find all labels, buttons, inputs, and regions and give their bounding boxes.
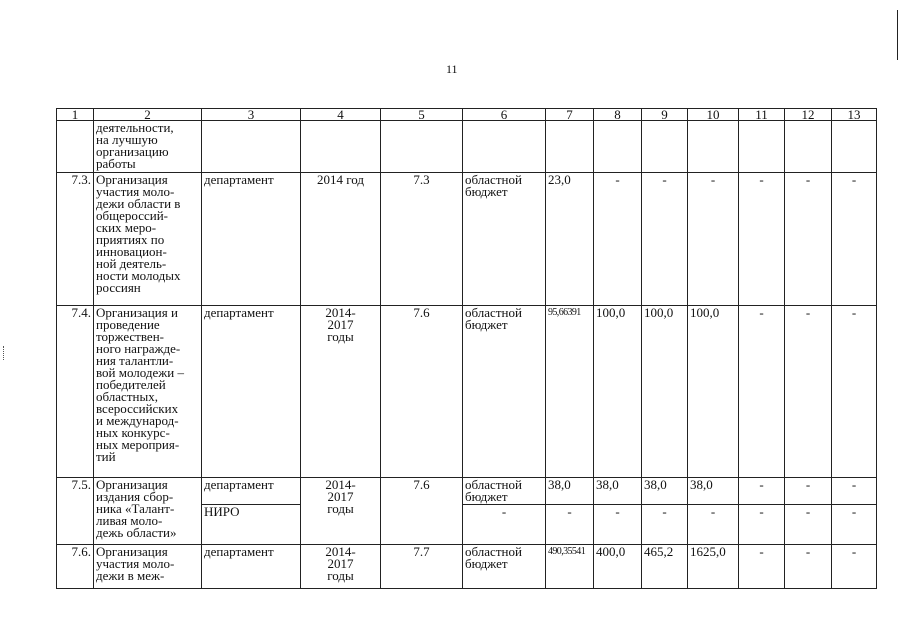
- cell-value: -: [594, 505, 642, 545]
- cell-value: 1625,0: [688, 545, 739, 589]
- cell-value: 38,0: [546, 478, 594, 505]
- col-header: 4: [301, 109, 381, 121]
- cell-value: -: [785, 306, 832, 478]
- cell-executor: департамент: [202, 173, 301, 306]
- table-row: [57, 121, 877, 173]
- cell-value: -: [832, 173, 877, 306]
- cell-indicator: 7.6: [381, 478, 463, 545]
- cell-period: [301, 121, 381, 173]
- cell-value: -: [546, 505, 594, 545]
- cell-period: 2014- 2017 годы: [301, 306, 381, 478]
- cell-source: областной бюджет: [463, 478, 546, 505]
- cell-value: -: [739, 478, 785, 505]
- cell-value: [546, 121, 594, 173]
- cell-indicator: [381, 121, 463, 173]
- cell-value: 100,0: [642, 306, 688, 478]
- col-header: 10: [688, 109, 739, 121]
- col-header: 8: [594, 109, 642, 121]
- col-header: 1: [57, 109, 94, 121]
- cell-value: -: [832, 505, 877, 545]
- cell-activity: деятельности, на лучшую организацию работы: [94, 121, 202, 173]
- col-header: 12: [785, 109, 832, 121]
- cell-value: -: [688, 505, 739, 545]
- cell-value: -: [785, 478, 832, 505]
- cell-value: [642, 121, 688, 173]
- cell-num: 7.3.: [57, 173, 94, 306]
- col-header: 11: [739, 109, 785, 121]
- cell-value: 100,0: [594, 306, 642, 478]
- page-number: 11: [446, 62, 458, 76]
- cell-activity: Организация участия моло- дежи в меж-: [94, 545, 202, 589]
- cell-num: [57, 121, 94, 173]
- cell-period: 2014- 2017 годы: [301, 545, 381, 589]
- cell-executor: департамент: [202, 478, 301, 505]
- cell-value: 38,0: [642, 478, 688, 505]
- col-header: 3: [202, 109, 301, 121]
- table-row: [57, 545, 877, 589]
- cell-value: 490,35541: [546, 545, 594, 589]
- cell-value: -: [739, 306, 785, 478]
- col-header: 5: [381, 109, 463, 121]
- cell-activity: Организация и проведение торжествен- ного награжде- ния талантли- вой молодежи – победителей областных, всероссийских и международ- ных конкурс- ных мероприя- тий: [94, 306, 202, 478]
- cell-value: -: [739, 505, 785, 545]
- cell-executor: [202, 121, 301, 173]
- cell-value: 465,2: [642, 545, 688, 589]
- page-edge-mark: [897, 10, 898, 60]
- cell-value: -: [832, 306, 877, 478]
- cell-num: 7.4.: [57, 306, 94, 478]
- cell-value: -: [594, 173, 642, 306]
- col-header: 9: [642, 109, 688, 121]
- cell-value: -: [785, 173, 832, 306]
- cell-indicator: 7.3: [381, 173, 463, 306]
- cell-value: [739, 121, 785, 173]
- cell-value: -: [642, 173, 688, 306]
- cell-executor: департамент: [202, 306, 301, 478]
- cell-value: -: [688, 173, 739, 306]
- cell-value: -: [739, 173, 785, 306]
- cell-source: областной бюджет: [463, 173, 546, 306]
- program-table: [56, 108, 877, 589]
- table-row: [57, 173, 877, 306]
- cell-activity: Организация издания сбор- ника «Талант- ливая моло- дежь области»: [94, 478, 202, 545]
- cell-indicator: 7.6: [381, 306, 463, 478]
- col-header: 13: [832, 109, 877, 121]
- cell-period: 2014 год: [301, 173, 381, 306]
- cell-executor: департамент: [202, 545, 301, 589]
- cell-value: [594, 121, 642, 173]
- cell-source: областной бюджет: [463, 545, 546, 589]
- cell-value: [785, 121, 832, 173]
- cell-period: 2014- 2017 годы: [301, 478, 381, 545]
- table-row: [57, 478, 877, 505]
- cell-value: -: [739, 545, 785, 589]
- col-header: 7: [546, 109, 594, 121]
- cell-num: 7.5.: [57, 478, 94, 545]
- cell-num: 7.6.: [57, 545, 94, 589]
- table-row: [57, 306, 877, 478]
- cell-value: -: [832, 545, 877, 589]
- cell-value: 38,0: [688, 478, 739, 505]
- cell-value: -: [642, 505, 688, 545]
- cell-value: -: [832, 478, 877, 505]
- cell-value: -: [785, 545, 832, 589]
- col-header: 2: [94, 109, 202, 121]
- col-header: 6: [463, 109, 546, 121]
- cell-value: 95,66391: [546, 306, 594, 478]
- cell-executor: НИРО: [202, 505, 301, 545]
- cell-value: [688, 121, 739, 173]
- header-row: [57, 109, 877, 121]
- cell-value: 100,0: [688, 306, 739, 478]
- cell-source: -: [463, 505, 546, 545]
- cell-value: 38,0: [594, 478, 642, 505]
- cell-indicator: 7.7: [381, 545, 463, 589]
- cell-value: -: [785, 505, 832, 545]
- cell-value: 23,0: [546, 173, 594, 306]
- cell-value: 400,0: [594, 545, 642, 589]
- cell-value: [832, 121, 877, 173]
- cell-source: [463, 121, 546, 173]
- margin-dots: [3, 346, 5, 360]
- cell-source: областной бюджет: [463, 306, 546, 478]
- cell-activity: Организация участия моло- дежи области в общероссий- ских меро- приятиях по инновацион- ной деятель- ности молодых россиян: [94, 173, 202, 306]
